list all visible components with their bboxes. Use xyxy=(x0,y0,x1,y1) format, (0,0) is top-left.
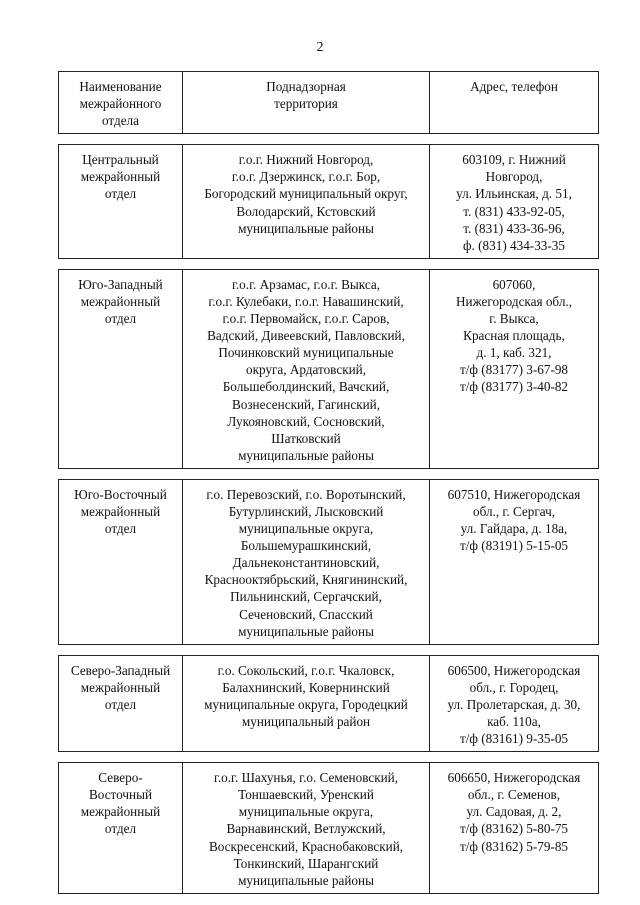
cell-line: Воскресенский, Краснобаковский, xyxy=(208,838,404,854)
cell-line: отдел xyxy=(104,521,137,537)
cell-line: Бутурлинский, Лысковский xyxy=(228,503,384,519)
header-line: отдела xyxy=(101,113,139,129)
cell-line: Юго-Западный xyxy=(78,276,163,292)
address-cell xyxy=(430,763,599,894)
cell-line: отдел xyxy=(104,186,137,202)
department-cell xyxy=(59,145,183,259)
cell-line: Сеченовский, Спасский xyxy=(239,606,373,622)
cell-line: отдел xyxy=(104,821,137,837)
spacer-cell xyxy=(183,468,430,479)
table-row xyxy=(59,145,599,259)
table-row xyxy=(59,655,599,751)
cell-line: Дальнеконстантиновский, xyxy=(232,555,380,571)
cell-line: межрайонный xyxy=(80,169,161,185)
cell-line: обл., г. Городец, xyxy=(469,679,559,695)
cell-line: т. (831) 433-92-05, xyxy=(463,203,565,219)
cell-line: ул. Пролетарская, д. 30, xyxy=(447,696,581,712)
header-line: межрайонного xyxy=(79,96,162,112)
cell-line: Варнавинский, Ветлужский, xyxy=(226,821,386,837)
cell-line: Богородский муниципальный округ, xyxy=(204,186,408,202)
cell-line: Восточный xyxy=(88,787,153,803)
cell-line: Володарский, Кстовский xyxy=(236,203,376,219)
cell-line: Нижегородская обл., xyxy=(456,293,572,309)
territory-cell xyxy=(183,479,430,644)
cell-line: д. 1, каб. 321, xyxy=(476,345,552,361)
cell-line: г.о.г. Шахунья, г.о. Семеновский, xyxy=(213,770,399,786)
territory-cell xyxy=(183,269,430,468)
cell-line: ф. (831) 434-33-35 xyxy=(463,237,565,253)
table-body xyxy=(59,134,599,894)
cell-line: г. Выкса, xyxy=(489,311,539,327)
cell-line: Тоншаевский, Уренский xyxy=(238,787,374,803)
spacer-cell xyxy=(430,752,599,763)
spacer-cell xyxy=(59,644,183,655)
cell-line: обл., г. Семенов, xyxy=(467,787,561,803)
header-department xyxy=(59,72,183,134)
spacer-cell xyxy=(59,258,183,269)
cell-line: т/ф (83191) 5-15-05 xyxy=(459,538,569,554)
cell-line: муниципальные районы xyxy=(238,447,374,463)
cell-line: межрайонный xyxy=(80,804,161,820)
cell-line: 606650, Нижегородская xyxy=(447,770,581,786)
spacer-cell xyxy=(183,134,430,145)
cell-line: г.о. Сокольский, г.о.г. Чкаловск, xyxy=(217,662,395,678)
address-cell xyxy=(430,269,599,468)
cell-line: Тонкинский, Шарангский xyxy=(233,855,379,871)
cell-line: г.о.г. Дзержинск, г.о.г. Бор, xyxy=(231,169,381,185)
cell-line: межрайонный xyxy=(80,679,161,695)
header-address xyxy=(430,72,599,134)
address-cell xyxy=(430,655,599,751)
cell-line: т/ф (83162) 5-79-85 xyxy=(459,838,569,854)
cell-line: г.о. Перевозский, г.о. Воротынский, xyxy=(206,486,406,502)
cell-line: ул. Ильинская, д. 51, xyxy=(456,186,572,202)
cell-line: Балахнинский, Ковернинский xyxy=(222,679,390,695)
cell-line: ул. Гайдара, д. 18а, xyxy=(460,521,568,537)
cell-line: муниципальные районы xyxy=(238,220,374,236)
cell-line: Вадский, Дивеевский, Павловский, xyxy=(207,328,405,344)
table-row xyxy=(59,479,599,644)
cell-line: т/ф (83161) 9-35-05 xyxy=(459,731,569,747)
cell-line: г.о.г. Нижний Новгород, xyxy=(238,152,374,168)
cell-line: Большеболдинский, Вачский, xyxy=(222,379,390,395)
cell-line: Пильнинский, Сергачский, xyxy=(230,589,382,605)
row-spacer xyxy=(59,258,599,269)
cell-line: Вознесенский, Гагинский, xyxy=(231,396,381,412)
spacer-cell xyxy=(183,752,430,763)
cell-line: муниципальные округа, xyxy=(238,804,374,820)
spacer-cell xyxy=(183,258,430,269)
cell-line: муниципальные районы xyxy=(238,623,374,639)
cell-line: Шатковский xyxy=(271,430,341,446)
table-row xyxy=(59,269,599,468)
cell-line: муниципальный район xyxy=(241,714,371,729)
cell-line: 606500, Нижегородская xyxy=(447,662,581,678)
cell-line: т/ф (83162) 5-80-75 xyxy=(459,821,569,837)
cell-line: Большемурашкинский, xyxy=(240,538,372,554)
address-cell xyxy=(430,479,599,644)
department-cell xyxy=(59,269,183,468)
cell-line: Починковский муниципальные xyxy=(218,345,394,361)
cell-line: отдел xyxy=(104,311,137,327)
table-row xyxy=(59,763,599,894)
spacer-cell xyxy=(59,134,183,145)
cell-line: г.о.г. Первомайск, г.о.г. Саров, xyxy=(222,311,390,327)
cell-line: обл., г. Сергач, xyxy=(472,503,556,519)
address-cell xyxy=(430,145,599,259)
spacer-cell xyxy=(59,468,183,479)
cell-line: Краснооктябрьский, Княгининский, xyxy=(204,572,408,588)
header-territory xyxy=(183,72,430,134)
cell-line: ул. Садовая, д. 2, xyxy=(466,804,562,820)
spacer-cell xyxy=(430,258,599,269)
cell-line: 607510, Нижегородская xyxy=(447,486,581,502)
row-spacer xyxy=(59,644,599,655)
cell-line: 603109, г. Нижний xyxy=(462,152,566,168)
row-spacer xyxy=(59,134,599,145)
table-header-row xyxy=(59,72,599,134)
territory-cell xyxy=(183,145,430,259)
territory-cell xyxy=(183,763,430,894)
cell-line: межрайонный xyxy=(80,503,161,519)
cell-line: г.о.г. Кулебаки, г.о.г. Навашинский, xyxy=(208,293,404,309)
spacer-cell xyxy=(430,644,599,655)
spacer-cell xyxy=(183,644,430,655)
cell-line: округа, Ардатовский, xyxy=(245,362,367,378)
header-line: Наименование xyxy=(79,79,162,94)
cell-line: межрайонный xyxy=(80,293,161,309)
cell-line: г.о.г. Арзамас, г.о.г. Выкса, xyxy=(231,276,381,292)
cell-line: Центральный xyxy=(82,152,159,168)
territory-cell xyxy=(183,655,430,751)
cell-line: Новгород, xyxy=(485,169,543,185)
cell-line: Юго-Восточный xyxy=(74,486,167,502)
cell-line: т. (831) 433-36-96, xyxy=(463,220,565,236)
cell-line: т/ф (83177) 3-40-82 xyxy=(459,379,569,395)
cell-line: Северо-Западный xyxy=(70,662,171,678)
cell-line: Северо- xyxy=(98,770,143,786)
cell-line: Лукояновский, Сосновский, xyxy=(227,413,385,429)
cell-line: каб. 110а, xyxy=(487,714,541,729)
cell-line: т/ф (83177) 3-67-98 xyxy=(459,362,569,378)
header-line: территория xyxy=(274,96,338,112)
row-spacer xyxy=(59,752,599,763)
cell-line: 607060, xyxy=(492,276,536,292)
department-cell xyxy=(59,479,183,644)
header-line: Поднадзорная xyxy=(266,79,346,94)
spacer-cell xyxy=(430,468,599,479)
cell-line: муниципальные округа, xyxy=(238,521,374,537)
cell-line: муниципальные районы xyxy=(238,872,374,888)
districts-table xyxy=(58,71,599,894)
spacer-cell xyxy=(430,134,599,145)
header-line: Адрес, телефон xyxy=(470,79,558,94)
page-number: 2 xyxy=(316,40,324,55)
row-spacer xyxy=(59,468,599,479)
spacer-cell xyxy=(59,752,183,763)
cell-line: Красная площадь, xyxy=(463,328,565,344)
cell-line: муниципальные округа, Городецкий xyxy=(204,696,408,712)
department-cell xyxy=(59,763,183,894)
cell-line: отдел xyxy=(104,696,137,712)
department-cell xyxy=(59,655,183,751)
